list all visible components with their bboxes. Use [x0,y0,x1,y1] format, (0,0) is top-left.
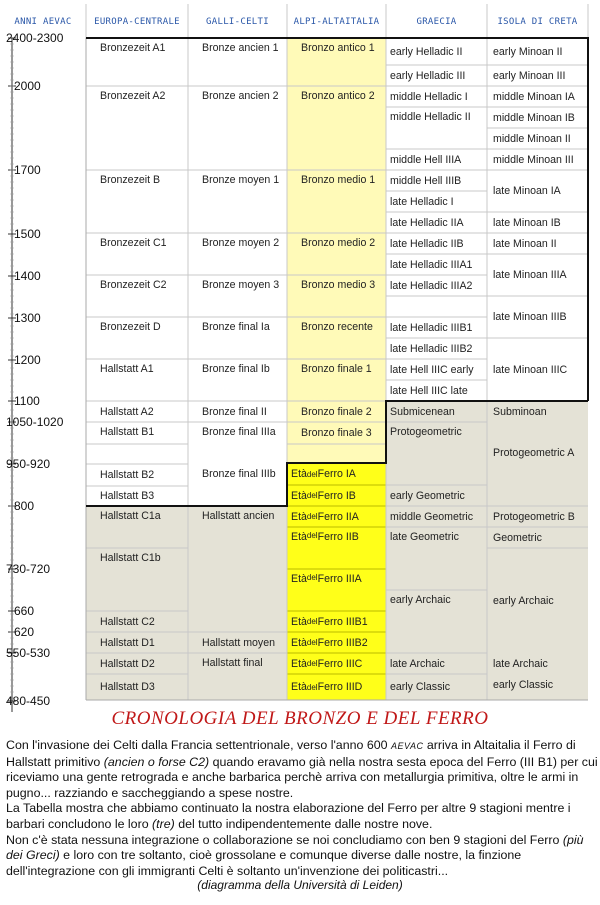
europa-centrale-cell: Hallstatt A2 [100,405,154,418]
year-label: 800 [14,499,35,513]
galli-celti-cell: Bronze final II [202,405,267,418]
europa-centrale-cell: Hallstatt C1b [100,552,161,564]
column-header: GRAECIA [416,17,457,27]
graecia-cell: early Geometric [390,489,465,502]
graecia-cell: middle Helladic I [390,90,468,103]
creta-cell: late Minoan IIIC [493,363,568,376]
galli-celti-cell: Bronze final Ib [202,363,270,375]
column-header: ISOLA DI CRETA [497,17,578,27]
europa-centrale-cell: Hallstatt D1 [100,636,155,649]
creta-cell: late Minoan II [493,237,557,250]
graecia-cell: late Helladic IIB [390,237,464,250]
graecia-cell: late Helladic IIIB2 [390,342,473,355]
creta-cell: middle Minoan IB [493,111,575,124]
europa-centrale-cell: Hallstatt D3 [100,681,155,693]
europa-centrale-cell: Hallstatt C2 [100,615,155,628]
creta-cell: late Minoan IB [493,216,561,229]
alpi-bronze-cell: Bronzo finale 3 [301,427,372,439]
year-label: 1100 [14,394,40,408]
graecia-cell: Submicenean [390,405,455,418]
graecia-cell: late Helladic IIA [390,216,464,229]
ferro-phase-cell: Età del Ferro IIIB1 [291,615,368,628]
aevac-label: AEVAC [390,741,424,751]
graecia-cell: early Classic [390,681,451,693]
graecia-cell: late Helladic IIIA2 [390,279,473,292]
europa-centrale-cell: Bronzezeit C1 [100,237,167,249]
europa-centrale-cell: Bronzezeit A1 [100,42,166,54]
europa-centrale-cell: Hallstatt C1a [100,510,161,522]
paragraph-1: Con l'invasione dei Celti dalla Francia settentrionale, verso l'anno 600 AEVAC arriva in Altaitalia il Ferro di Hallstatt primitivo (ancien o forse C2) quando eravamo già nella nostra sesta epoca del Ferro (III B1) per cui riceviamo una gente retrograda e anche barbarica perchè arriva con metallurgia primitiva, oltre le armi in pugno... razziando e saccheggiando a spese nostre. [6,738,598,800]
year-label: 660 [14,604,35,618]
year-label: 550-530 [6,646,51,660]
graecia-cell: middle Helladic II [390,111,471,123]
creta-cell: Protogeometric B [493,510,575,523]
ferro-phase-cell: Età del Ferro IIB [291,531,359,543]
ferro-phase-cell: Età del Ferro IIA [291,510,359,523]
alpi-bronze-cell: Bronzo finale 1 [301,363,372,375]
alpi-bronze-cell: Bronzo finale 2 [301,405,372,418]
galli-celti-cell: Bronze final Ia [202,321,270,333]
europa-centrale-cell: Hallstatt B1 [100,426,155,438]
graecia-cell: late Geometric [390,531,459,543]
ferro-phase-cell: Età del Ferro IIIA [291,573,362,585]
graecia-cell: late Archaic [390,657,445,670]
graecia-cell: early Helladic II [390,45,463,58]
galli-celti-cell: Hallstatt final [202,657,263,669]
galli-celti-cell: Bronze ancien 2 [202,90,279,102]
year-label: 1500 [14,227,41,241]
year-label: 1700 [14,163,41,177]
creta-cell: Protogeometric A [493,447,575,459]
creta-cell: early Minoan III [493,69,566,82]
creta-cell: Subminoan [493,405,547,418]
year-label: 480-450 [6,694,51,708]
creta-cell: late Minoan IA [493,185,561,197]
graecia-cell: late Hell IIIC late [390,384,468,397]
galli-celti-cell: Hallstatt ancien [202,510,275,522]
body-text [6,738,598,879]
alpi-bronze-cell: Bronzo medio 2 [301,237,376,249]
creta-cell: late Archaic [493,657,548,670]
column-header: GALLI-CELTI [206,17,269,27]
graecia-cell: late Hell IIIC early [390,363,474,376]
paragraph-3: Non c'è stata nessuna integrazione o collaborazione se noi concludiamo con ben 9 stagioni del Ferro (più dei Greci) e loro con tre soltanto, cioè grossolane e comunque diverse dalle nostre, la finzione dell'integrazione con gli immigranti Celti è soltanto un'invenzione dei politicastri... [6,832,584,878]
graecia-cell: late Helladic I [390,195,454,208]
alpi-bronze-cell: Bronzo antico 2 [301,90,375,102]
year-label: 2000 [14,79,41,93]
creta-cell: Geometric [493,531,542,544]
creta-cell: early Classic [493,678,554,691]
galli-celti-cell: Bronze final IIIb [202,468,276,480]
year-label: 1400 [14,269,41,283]
ferro-phase-cell: Età del Ferro IIID [291,681,363,693]
galli-celti-cell: Bronze moyen 1 [202,174,280,186]
ferro-phase-cell: Età del Ferro IIIC [291,657,363,670]
year-label: 2400-2300 [6,31,64,45]
paragraph-2: La Tabella mostra che abbiamo continuato la nostra elaborazione del Ferro per altre 9 stagioni mentre i barbari concludono le loro (tre) del tutto indipendentemente dalle nostre nove. [6,801,571,831]
ferro-phase-cell: Età del Ferro IA [291,468,356,480]
ferro-phase-cell: Età del Ferro IIIB2 [291,636,368,649]
alpi-bronze-cell: Bronzo recente [301,321,373,333]
europa-centrale-cell: Bronzezeit A2 [100,90,166,102]
alpi-bronze-cell: Bronzo antico 1 [301,42,375,54]
galli-celti-cell: Bronze final IIIa [202,426,276,438]
ferro-phase-cell: Età del Ferro IB [291,489,356,502]
galli-celti-cell: Hallstatt moyen [202,636,276,649]
alpi-bronze-cell: Bronzo medio 1 [301,174,376,186]
creta-cell: early Minoan II [493,45,563,58]
year-label: 950-920 [6,457,51,471]
graecia-cell: early Archaic [390,594,451,606]
alpi-bronze-cell: Bronzo medio 3 [301,279,376,291]
year-label: 620 [14,625,35,639]
creta-cell: middle Minoan IA [493,90,575,103]
creta-cell: early Archaic [493,594,554,607]
europa-centrale-cell: Hallstatt B2 [100,469,155,481]
creta-cell: middle Minoan II [493,132,571,145]
year-label: 1050-1020 [6,415,64,429]
graecia-cell: middle Geometric [390,510,474,523]
year-label: 1200 [14,353,41,367]
year-label: 1300 [14,311,41,325]
graecia-cell: early Helladic III [390,69,466,82]
europa-centrale-cell: Hallstatt B3 [100,490,155,502]
galli-celti-cell: Bronze moyen 2 [202,237,280,249]
year-label: 730-720 [6,562,51,576]
galli-celti-cell: Bronze ancien 1 [202,42,279,54]
graecia-cell: middle Hell IIIB [390,174,462,187]
creta-cell: late Minoan IIIA [493,269,567,281]
graecia-cell: late Helladic IIIA1 [390,258,473,271]
column-header: ALPI-ALTAITALIA [293,17,380,27]
europa-centrale-cell: Bronzezeit B [100,174,161,186]
graecia-cell: late Helladic IIIB1 [390,321,473,334]
europa-centrale-cell: Bronzezeit D [100,321,161,333]
galli-celti-cell: Bronze moyen 3 [202,279,280,291]
europa-centrale-cell: Hallstatt D2 [100,657,155,670]
graecia-cell: Protogeometric [390,426,462,438]
graecia-cell: middle Hell IIIA [390,153,462,166]
source-credit: (diagramma della Università di Leiden) [197,878,403,892]
europa-centrale-cell: Hallstatt A1 [100,363,154,375]
creta-cell: late Minoan IIIB [493,311,567,323]
years-header: ANNI AEVAC [14,17,72,27]
page-title: CRONOLOGIA DEL BRONZO E DEL FERRO [111,708,489,729]
column-header: EUROPA-CENTRALE [94,17,180,27]
europa-centrale-cell: Bronzezeit C2 [100,279,167,291]
creta-cell: middle Minoan III [493,153,574,166]
